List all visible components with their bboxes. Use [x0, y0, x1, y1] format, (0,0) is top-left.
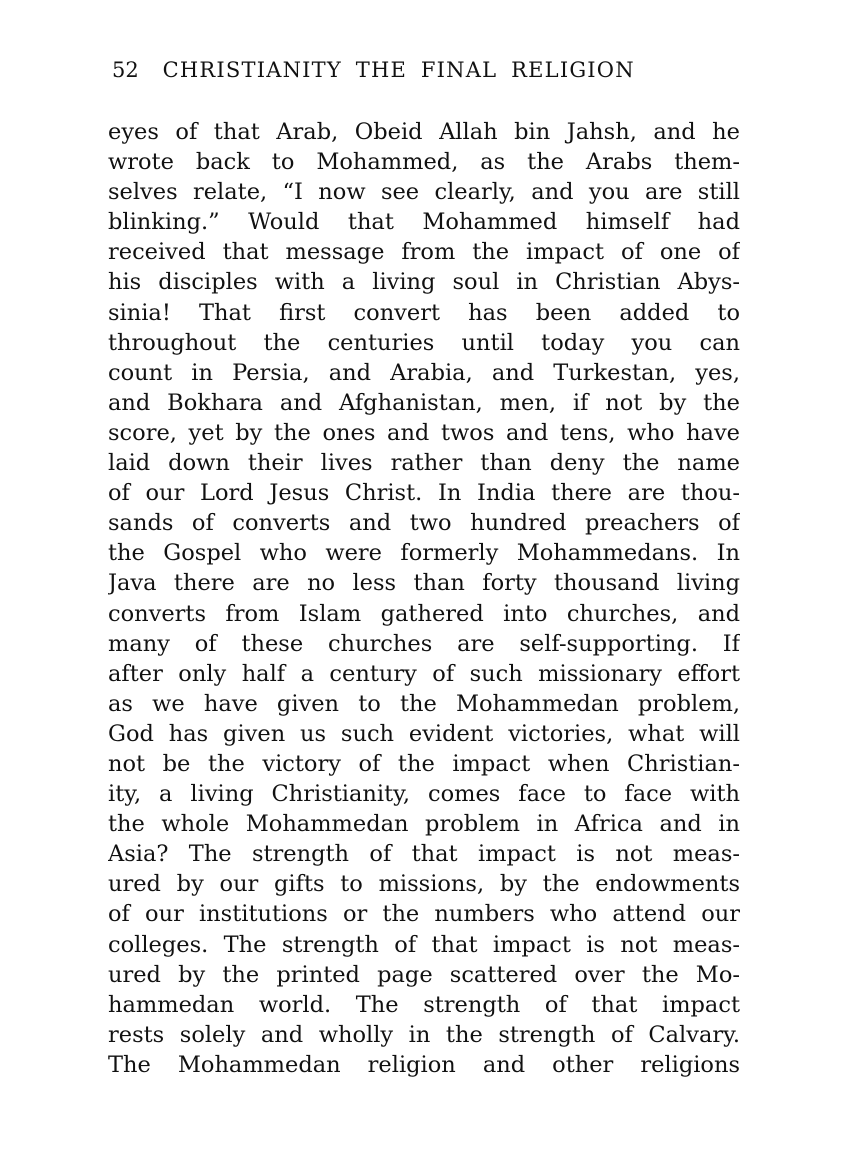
text-line: throughout the centuries until today you can	[108, 329, 740, 356]
text-line: the whole Mohammedan problem in Africa and in	[108, 811, 740, 838]
text-line: wrote back to Mohammed, as the Arabs them-	[108, 149, 740, 176]
text-line: not be the victory of the impact when Christian-	[108, 750, 740, 777]
text-line: selves relate, “I now see clearly, and you are still	[108, 179, 740, 206]
body-text	[108, 117, 740, 1080]
text-line: the Gospel who were formerly Mohammedans. In	[108, 540, 740, 567]
text-line: Java there are no less than forty thousand living	[108, 570, 740, 597]
text-line: as we have given to the Mohammedan problem,	[108, 690, 740, 717]
text-line: Asia? The strength of that impact is not meas-	[108, 841, 740, 868]
text-line: received that message from the impact of one of	[108, 239, 740, 266]
text-line: after only half a century of such missionary effort	[108, 660, 740, 687]
text-line: ity, a living Christianity, comes face to face with	[108, 781, 740, 808]
text-line: colleges. The strength of that impact is not meas-	[108, 931, 740, 958]
text-line: converts from Islam gathered into churches, and	[108, 600, 740, 627]
text-line: many of these churches are self-supporting. If	[108, 630, 740, 657]
text-line: of our institutions or the numbers who attend our	[108, 901, 740, 928]
text-line: blinking.” Would that Mohammed himself had	[108, 209, 740, 236]
text-line: his disciples with a living soul in Christian Abys-	[108, 269, 740, 296]
text-line: ured by our gifts to missions, by the endowments	[108, 871, 740, 898]
text-line: hammedan world. The strength of that impact	[108, 991, 740, 1018]
text-line: sinia! That first convert has been added to	[108, 299, 740, 326]
text-line: laid down their lives rather than deny the name	[108, 450, 740, 477]
text-line: eyes of that Arab, Obeid Allah bin Jahsh, and he	[108, 119, 740, 145]
text-line: score, yet by the ones and twos and tens, who have	[108, 419, 740, 446]
text-line: count in Persia, and Arabia, and Turkestan, yes,	[108, 359, 740, 386]
page-number: 52	[112, 58, 139, 82]
running-head	[112, 58, 752, 82]
text-line: sands of converts and two hundred preachers of	[108, 510, 740, 537]
text-line: The Mohammedan religion and other religions	[108, 1051, 740, 1078]
running-title: CHRISTIANITY THE FINAL RELIGION	[162, 58, 635, 82]
text-line: of our Lord Jesus Christ. In India there are thou-	[108, 480, 740, 507]
text-line: rests solely and wholly in the strength of Calvary.	[108, 1021, 740, 1048]
text-line: God has given us such evident victories, what will	[108, 720, 740, 747]
text-line: ured by the printed page scattered over the Mo-	[108, 961, 740, 988]
text-line: and Bokhara and Afghanistan, men, if not by the	[108, 389, 740, 416]
